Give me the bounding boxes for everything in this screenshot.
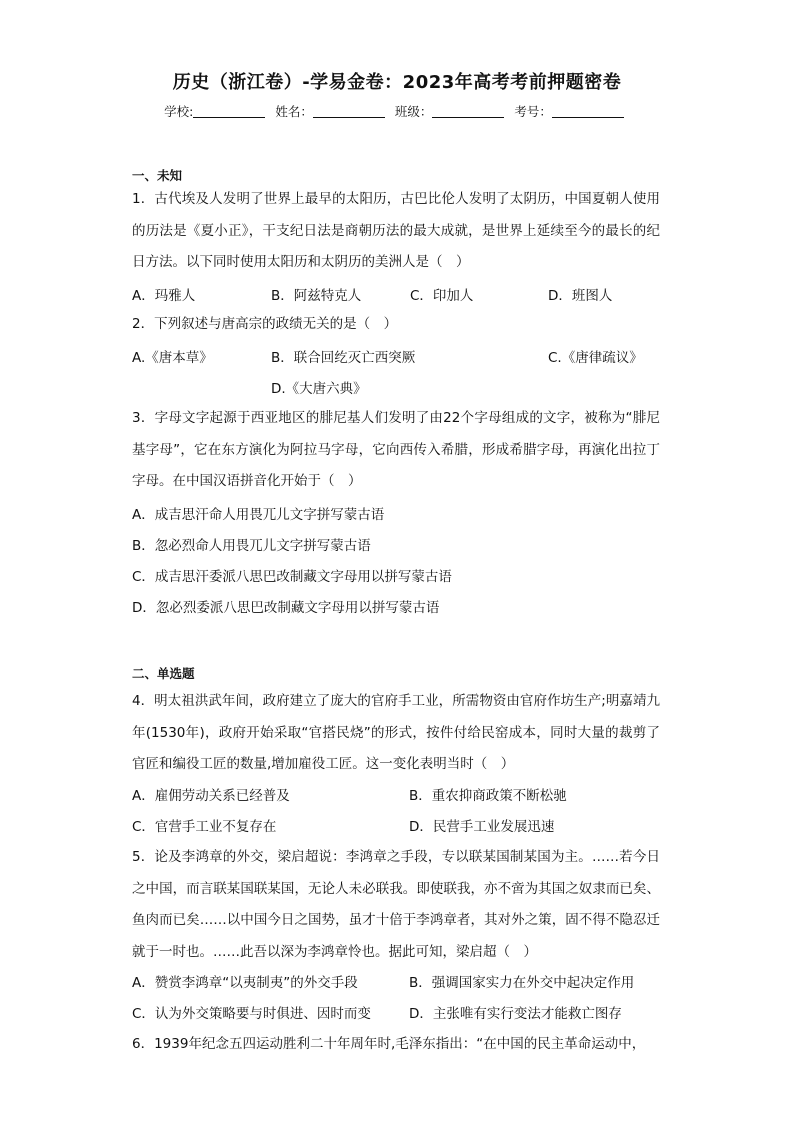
question-2-stem: 2．下列叙述与唐高宗的政绩无关的是（ ） [132,316,398,332]
option-d[interactable]: D.《大唐六典》 [271,381,367,397]
section-heading-single-choice: 二、单选题 [132,666,195,681]
exam-number-blank[interactable] [552,104,624,118]
class-label: 班级： [394,104,433,119]
page-title: 历史（浙江卷）-学易金卷：2023年高考考前押题密卷 [172,72,622,93]
question-3-option-a-row [132,503,660,525]
question-1-options [132,284,660,306]
question-1-stem: 1．古代埃及人发明了世界上最早的太阳历，古巴比伦人发明了太阴历，中国夏朝人使用的历法是《夏小正》，干支纪日法是商朝历法的最大成就，是世界上延续至今的最长的纪日方法。以下同时使用太阳历和太阴历的美洲人是（ ） [132,191,660,270]
option-a[interactable]: A．雇佣劳动关系已经普及 [132,788,290,804]
question-3-option-c-row [132,565,660,587]
question-3-option-b-row [132,534,660,556]
option-b[interactable]: B．重农抑商政策不断松驰 [409,788,567,804]
question-3-option-d-row [132,596,660,618]
question-4-options-row1 [132,784,660,806]
class-blank[interactable] [432,104,504,118]
option-d[interactable]: D．忽必烈委派八思巴改制藏文字母用以拼写蒙古语 [132,600,440,616]
exam-number-label: 考号： [514,104,552,119]
option-d[interactable]: D．民营手工业发展迅速 [409,819,555,835]
option-b[interactable]: B．忽必烈命人用畏兀儿文字拼写蒙古语 [132,538,371,554]
name-label: 姓名： [275,104,313,119]
name-blank[interactable] [313,104,385,118]
question-4-stem: 4．明太祖洪武年间，政府建立了庞大的官府手工业，所需物资由官府作坊生产;明嘉靖九年(1530年)，政府开始采取“官搭民烧”的形式，按件付给民窑成本，同时大量的裁剪了官匠和编役工匠的数量,增加雇役工匠。这一变化表明当时（ ） [132,693,660,772]
student-info-line [0,102,794,120]
question-6-stem: 6．1939年纪念五四运动胜利二十年周年时,毛泽东指出：“在中国的民主革命运动中， [132,1036,646,1052]
question-5-stem: 5．论及李鸿章的外交，梁启超说：李鸿章之手段，专以联某国制某国为主。……若今日之中国，而言联某国联某国，无论人未必联我。即使联我，亦不啻为其国之奴隶而已矣、鱼肉而已矣……以中国今日之国势，虽才十倍于李鸿章者，其对外之策，固不得不隐忍迁就于一时也。……此吾以深为李鸿章怜也。据此可知，梁启超（ ） [132,849,660,960]
option-c[interactable]: C．成吉思汗委派八思巴改制藏文字母用以拼写蒙古语 [132,569,452,585]
option-b[interactable]: B．阿兹特克人 [271,288,362,304]
option-d[interactable]: D．班图人 [548,288,613,304]
question-5-options-row2 [132,1002,660,1024]
option-b[interactable]: B．联合回纥灭亡西突厥 [271,350,416,366]
option-c[interactable]: C．印加人 [410,288,474,304]
question-3-stem: 3．字母文字起源于西亚地区的腓尼基人们发明了由22个字母组成的文字，被称为“腓尼基字母”，它在东方演化为阿拉马字母，它向西传入希腊，形成希腊字母，再演化出拉丁字母。在中国汉语拼音化开始于（ ） [132,410,660,489]
option-c[interactable]: C．认为外交策略要与时俱进、因时而变 [132,1006,371,1022]
option-a[interactable]: A．赞赏李鸿章“以夷制夷”的外交手段 [132,975,358,991]
school-blank[interactable] [193,104,265,118]
school-label: 学校: [164,104,194,119]
section-heading-unknown: 一、未知 [132,168,183,183]
question-5-options-row1 [132,971,660,993]
option-b[interactable]: B．强调国家实力在外交中起决定作用 [409,975,635,991]
option-c[interactable]: C.《唐律疏议》 [548,350,643,366]
option-a[interactable]: A．成吉思汗命人用畏兀儿文字拼写蒙古语 [132,507,385,523]
question-4-options-row2 [132,815,660,837]
option-c[interactable]: C．官营手工业不复存在 [132,819,277,835]
option-d[interactable]: D．主张唯有实行变法才能救亡图存 [409,1006,622,1022]
option-a[interactable]: A．玛雅人 [132,288,196,304]
question-2-options-row1 [132,346,660,368]
option-a[interactable]: A.《唐本草》 [132,350,213,366]
question-2-options-row2 [132,377,660,399]
